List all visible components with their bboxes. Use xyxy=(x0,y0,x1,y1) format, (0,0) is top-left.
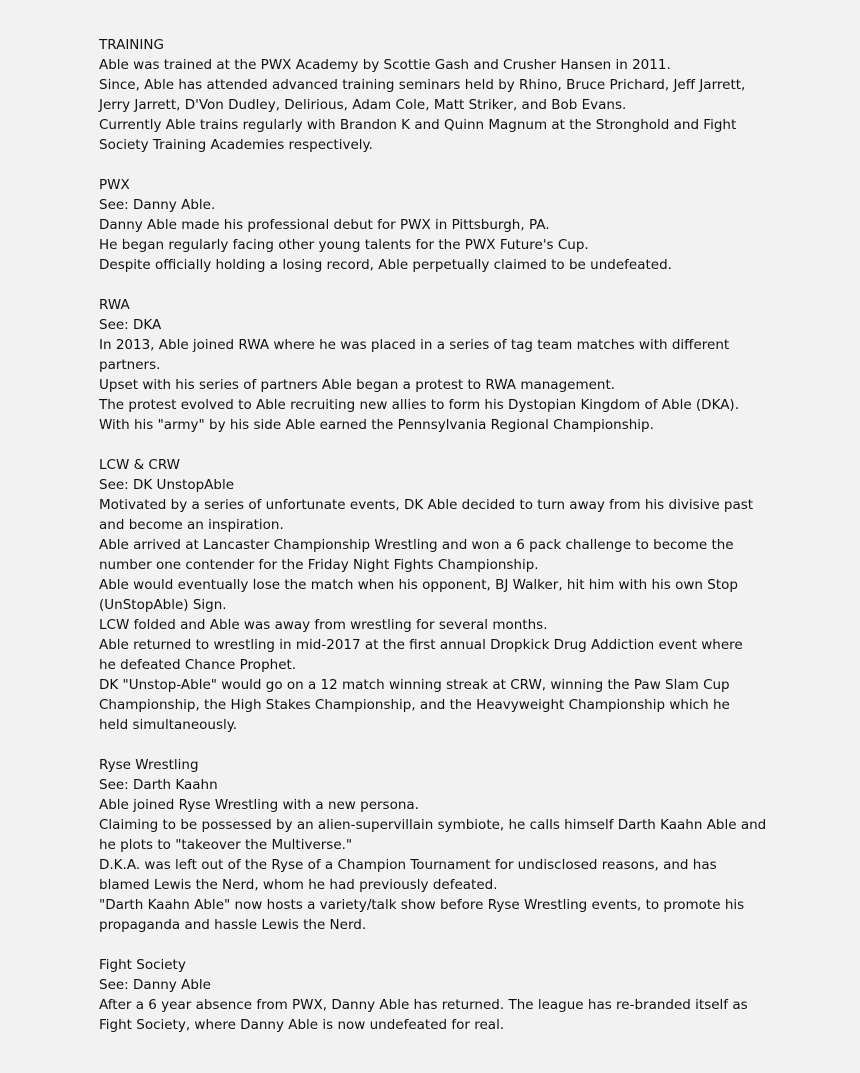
see-also-line: See: Darth Kaahn xyxy=(99,777,218,793)
section-heading: Ryse Wrestling xyxy=(99,757,199,773)
body-line: Currently Able trains regularly with Brandon K and Quinn Magnum at the Stronghold and Fight xyxy=(99,117,737,133)
body-line: propaganda and hassle Lewis the Nerd. xyxy=(99,917,367,933)
body-line: The protest evolved to Able recruiting new allies to form his Dystopian Kingdom of Able (DKA). xyxy=(99,397,739,413)
body-line: Since, Able has attended advanced training seminars held by Rhino, Bruce Prichard, Jeff Jarrett, xyxy=(99,77,746,93)
body-line: D.K.A. was left out of the Ryse of a Champion Tournament for undisclosed reasons, and has xyxy=(99,857,717,873)
body-line: Able joined Ryse Wrestling with a new persona. xyxy=(99,797,419,813)
body-line: Able returned to wrestling in mid-2017 at the first annual Dropkick Drug Addiction event where xyxy=(99,637,743,653)
body-line: He began regularly facing other young talents for the PWX Future's Cup. xyxy=(99,237,589,253)
body-line: partners. xyxy=(99,357,161,373)
body-line: he defeated Chance Prophet. xyxy=(99,657,297,673)
section-heading: TRAINING xyxy=(99,37,164,53)
see-also-line: See: DKA xyxy=(99,317,162,333)
body-line: Upset with his series of partners Able began a protest to RWA management. xyxy=(99,377,616,393)
section-fight-society xyxy=(99,955,849,1035)
see-also-line: See: Danny Able. xyxy=(99,197,216,213)
section-pwx xyxy=(99,175,849,275)
section-training xyxy=(99,35,849,155)
body-line: held simultaneously. xyxy=(99,717,238,733)
body-line: After a 6 year absence from PWX, Danny Able has returned. The league has re-branded itself as xyxy=(99,997,748,1013)
see-also-line: See: DK UnstopAble xyxy=(99,477,235,493)
body-line: Able arrived at Lancaster Championship Wrestling and won a 6 pack challenge to become the xyxy=(99,537,734,553)
body-line: (UnStopAble) Sign. xyxy=(99,597,227,613)
section-heading: Fight Society xyxy=(99,957,186,973)
body-line: number one contender for the Friday Night Fights Championship. xyxy=(99,557,539,573)
body-line: LCW folded and Able was away from wrestling for several months. xyxy=(99,617,548,633)
see-also-line: Able was trained at the PWX Academy by Scottie Gash and Crusher Hansen in 2011. xyxy=(99,57,671,73)
section-ryse-wrestling xyxy=(99,755,849,935)
see-also-line: See: Danny Able xyxy=(99,977,211,993)
section-heading: RWA xyxy=(99,297,130,313)
body-line: Championship, the High Stakes Championship, and the Heavyweight Championship which he xyxy=(99,697,730,713)
body-line: blamed Lewis the Nerd, whom he had previously defeated. xyxy=(99,877,498,893)
body-line: Jerry Jarrett, D'Von Dudley, Delirious, Adam Cole, Matt Striker, and Bob Evans. xyxy=(99,97,627,113)
section-lcw-crw xyxy=(99,455,849,735)
body-line: DK "Unstop-Able" would go on a 12 match winning streak at CRW, winning the Paw Slam Cup xyxy=(99,677,730,693)
body-line: Claiming to be possessed by an alien-supervillain symbiote, he calls himself Darth Kaahn Able and xyxy=(99,817,767,833)
body-line: he plots to "takeover the Multiverse." xyxy=(99,837,353,853)
section-heading: LCW & CRW xyxy=(99,457,181,473)
body-line: Danny Able made his professional debut for PWX in Pittsburgh, PA. xyxy=(99,217,550,233)
body-line: "Darth Kaahn Able" now hosts a variety/talk show before Ryse Wrestling events, to promote his xyxy=(99,897,745,913)
body-line: Despite officially holding a losing record, Able perpetually claimed to be undefeated. xyxy=(99,257,672,273)
body-line: In 2013, Able joined RWA where he was placed in a series of tag team matches with different xyxy=(99,337,730,353)
body-line: Motivated by a series of unfortunate events, DK Able decided to turn away from his divisive past xyxy=(99,497,754,513)
body-line: With his "army" by his side Able earned the Pennsylvania Regional Championship. xyxy=(99,417,654,433)
body-line: Able would eventually lose the match when his opponent, BJ Walker, hit him with his own Stop xyxy=(99,577,738,593)
document-body xyxy=(99,35,849,1055)
body-line: Society Training Academies respectively. xyxy=(99,137,373,153)
section-heading: PWX xyxy=(99,177,130,193)
section-rwa xyxy=(99,295,849,435)
body-line: Fight Society, where Danny Able is now undefeated for real. xyxy=(99,1017,505,1033)
body-line: and become an inspiration. xyxy=(99,517,284,533)
